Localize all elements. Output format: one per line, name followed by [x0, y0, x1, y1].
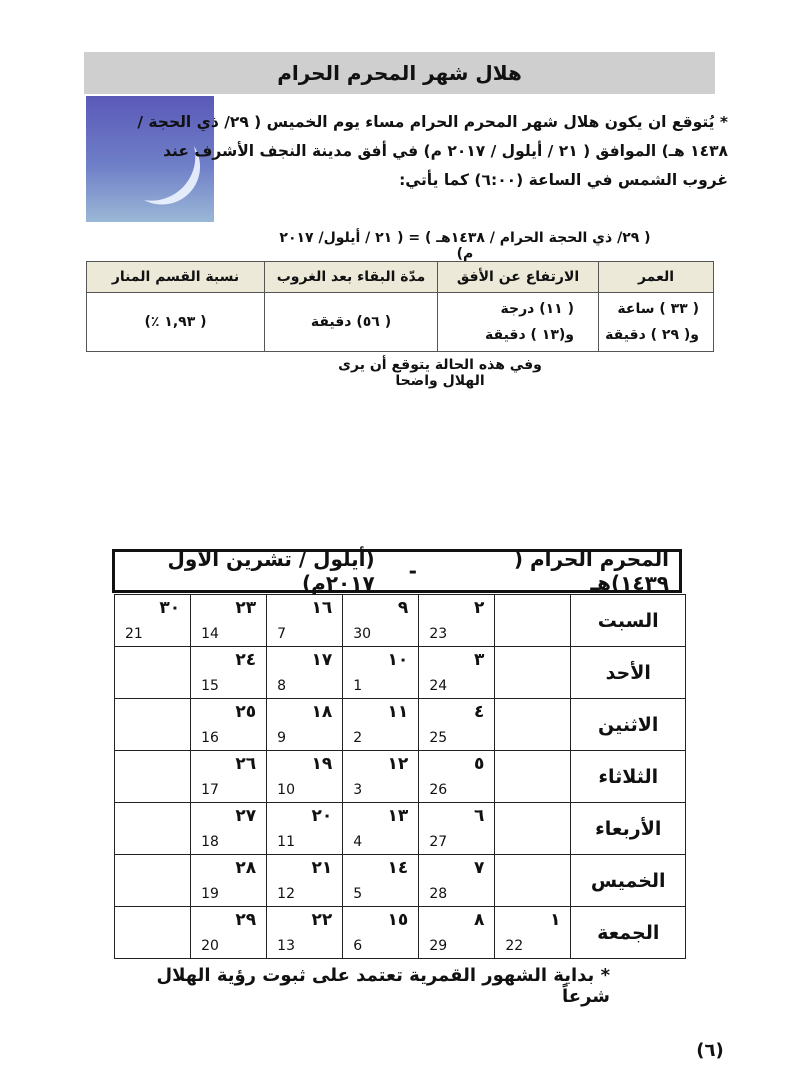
calendar-cell: [495, 907, 571, 959]
calendar-cell: [267, 595, 343, 647]
altitude-degrees: ( ١١) درجة: [500, 301, 574, 317]
calendar-cell: [115, 751, 191, 803]
gregorian-date: 7: [277, 626, 287, 642]
calendar-cell: [267, 907, 343, 959]
hijri-date: ١٦: [311, 598, 333, 618]
hijri-date: ٥: [474, 754, 485, 774]
hijri-date: ١٠: [387, 650, 409, 670]
gregorian-date: 26: [429, 782, 448, 798]
hijri-date: ١٨: [311, 702, 333, 722]
stay-cell: ( ٥٦) دقيقة: [265, 293, 438, 352]
altitude-minutes: و(١٣ ) دقيقة: [485, 327, 574, 343]
hijri-date: ٢٣: [235, 598, 257, 618]
calendar-cell: [343, 751, 419, 803]
intro-line: ١٤٣٨ هـ) الموافق ( ٢١ / أيلول / ٢٠١٧ م) في أفق مدينة النجف الأشرف عند: [163, 142, 728, 160]
calendar-cell: [191, 803, 267, 855]
hijri-date: ١١: [387, 702, 409, 722]
gregorian-date: 22: [505, 938, 524, 954]
gregorian-date: 21: [125, 626, 143, 642]
calendar-row: [115, 699, 686, 751]
gregorian-date: 13: [277, 938, 295, 954]
gregorian-date: 6: [353, 938, 363, 954]
page-number: (٦): [696, 1040, 724, 1061]
calendar-cell: [267, 803, 343, 855]
calendar-cell: [495, 647, 571, 699]
weekday-name: الأربعاء: [571, 803, 686, 855]
calendar-cell: [419, 595, 495, 647]
footnote: * بداية الشهور القمرية تعتمد على ثبوت رؤية الهلال شرعاً: [156, 965, 610, 1007]
calendar-title-gregorian: (أيلول / تشرين الاول ٢٠١٧م): [167, 547, 375, 595]
calendar-cell: [343, 595, 419, 647]
hijri-date: ٢٤: [235, 650, 257, 670]
gregorian-date: 1: [353, 678, 363, 694]
calendar-cell: [115, 647, 191, 699]
calendar-title-hijri: المحرم الحرام ( ١٤٣٩)هـ: [513, 547, 669, 595]
calendar-cell: [343, 855, 419, 907]
observation-values-row: [87, 293, 714, 352]
calendar-row: [115, 595, 686, 647]
calendar-cell: [495, 855, 571, 907]
hijri-date: ٢٥: [235, 702, 257, 722]
gregorian-date: 16: [201, 730, 219, 746]
calendar-cell: [343, 699, 419, 751]
age-minutes: و( ٢٩ ) دقيقة: [605, 327, 699, 343]
gregorian-date: 14: [201, 626, 219, 642]
calendar-cell: [191, 647, 267, 699]
intro-line: غروب الشمس في الساعة (٦:٠٠) كما يأتي:: [399, 171, 728, 189]
gregorian-date: 29: [429, 938, 448, 954]
gregorian-date: 5: [353, 886, 363, 902]
hijri-date: ١٧: [311, 650, 333, 670]
calendar-cell: [267, 647, 343, 699]
hijri-date: ١٣: [387, 806, 409, 826]
calendar-cell: [419, 907, 495, 959]
calendar-cell: [419, 699, 495, 751]
calendar-title-separator: -: [408, 559, 417, 583]
header-age: العمر: [599, 262, 714, 293]
gregorian-date: 9: [277, 730, 287, 746]
weekday-name: الجمعة: [571, 907, 686, 959]
calendar-title: [112, 549, 682, 593]
header-altitude: الارتفاع عن الأفق: [438, 262, 599, 293]
gregorian-date: 4: [353, 834, 363, 850]
calendar-cell: [495, 751, 571, 803]
hijri-date: ٢٧: [235, 806, 257, 826]
intro-line: * يُتوقع ان يكون هلال شهر المحرم الحرام مساء يوم الخميس ( ٢٩/ ذي الحجة /: [137, 113, 728, 131]
hijri-date: ٨: [474, 910, 485, 930]
gregorian-date: 24: [429, 678, 448, 694]
calendar-cell: [495, 595, 571, 647]
calendar-row: [115, 751, 686, 803]
header-stay: مدّة البقاء بعد الغروب: [265, 262, 438, 293]
hijri-date: ١: [550, 910, 561, 930]
calendar-row: [115, 855, 686, 907]
weekday-name: الاثنين: [571, 699, 686, 751]
gregorian-date: 11: [277, 834, 295, 850]
gregorian-date: 3: [353, 782, 363, 798]
gregorian-date: 17: [201, 782, 219, 798]
gregorian-date: 25: [429, 730, 448, 746]
calendar-cell: [115, 907, 191, 959]
calendar-cell: [343, 803, 419, 855]
calendar-cell: [267, 699, 343, 751]
date-line: ( ٢٩/ ذي الحجة الحرام / ١٤٣٨هـ ) = ( ٢١ / أيلول/ ٢٠١٧ م): [279, 230, 651, 262]
hijri-date: ٣٠: [159, 598, 181, 618]
weekday-name: الخميس: [571, 855, 686, 907]
hijri-date: ٦: [474, 806, 485, 826]
gregorian-date: 12: [277, 886, 295, 902]
gregorian-date: 8: [277, 678, 287, 694]
illumination-cell: ( ١,٩٣ ٪): [87, 293, 265, 352]
calendar-cell: [191, 595, 267, 647]
calendar-cell: [115, 699, 191, 751]
observation-table: [86, 261, 714, 352]
gregorian-date: 27: [429, 834, 448, 850]
gregorian-date: 30: [353, 626, 372, 642]
hijri-date: ٢٦: [235, 754, 257, 774]
gregorian-date: 2: [353, 730, 363, 746]
age-cell: [599, 293, 714, 352]
hijri-date: ٢٠: [311, 806, 333, 826]
page-title: هلال شهر المحرم الحرام: [84, 52, 715, 94]
calendar-cell: [115, 855, 191, 907]
hijri-date: ٢٩: [235, 910, 257, 930]
calendar-table: [114, 594, 686, 959]
gregorian-date: 19: [201, 886, 219, 902]
calendar-cell: [191, 751, 267, 803]
calendar-cell: [267, 855, 343, 907]
age-hours: ( ٣٣ ) ساعة: [617, 301, 699, 317]
calendar-row: [115, 647, 686, 699]
calendar-cell: [495, 699, 571, 751]
hijri-date: ١٥: [387, 910, 409, 930]
calendar-cell: [419, 647, 495, 699]
observation-header-row: [87, 262, 714, 293]
hijri-date: ٣: [474, 650, 485, 670]
hijri-date: ٢٨: [235, 858, 257, 878]
gregorian-date: 18: [201, 834, 219, 850]
weekday-name: السبت: [571, 595, 686, 647]
calendar-cell: [343, 647, 419, 699]
hijri-date: ١٩: [311, 754, 333, 774]
header-illumination: نسبة القسم المنار: [87, 262, 265, 293]
calendar-row: [115, 803, 686, 855]
gregorian-date: 15: [201, 678, 219, 694]
hijri-date: ٩: [397, 598, 409, 618]
calendar-cell: [191, 855, 267, 907]
intro-paragraph: [137, 108, 728, 195]
gregorian-date: 23: [429, 626, 448, 642]
calendar-cell: [419, 803, 495, 855]
hijri-date: ٢١: [311, 858, 333, 878]
gregorian-date: 20: [201, 938, 219, 954]
calendar-cell: [419, 855, 495, 907]
hijri-date: ٧: [474, 858, 485, 878]
altitude-cell: [438, 293, 599, 352]
gregorian-date: 10: [277, 782, 295, 798]
hijri-date: ٢: [474, 598, 485, 618]
calendar-cell: [267, 751, 343, 803]
hijri-date: ٢٢: [311, 910, 333, 930]
calendar-cell: [343, 907, 419, 959]
visibility-note: وفي هذه الحالة يتوقع أن يرى الهلال واضحا: [338, 357, 542, 389]
calendar-cell: [115, 803, 191, 855]
gregorian-date: 28: [429, 886, 448, 902]
hijri-date: ٤: [474, 702, 485, 722]
weekday-name: الثلاثاء: [571, 751, 686, 803]
calendar-cell: [191, 699, 267, 751]
calendar-row: [115, 907, 686, 959]
hijri-date: ١٢: [387, 754, 409, 774]
calendar-cell: [495, 803, 571, 855]
hijri-date: ١٤: [387, 858, 409, 878]
calendar-cell: [191, 907, 267, 959]
weekday-name: الأحد: [571, 647, 686, 699]
calendar-cell: [115, 595, 191, 647]
calendar-cell: [419, 751, 495, 803]
